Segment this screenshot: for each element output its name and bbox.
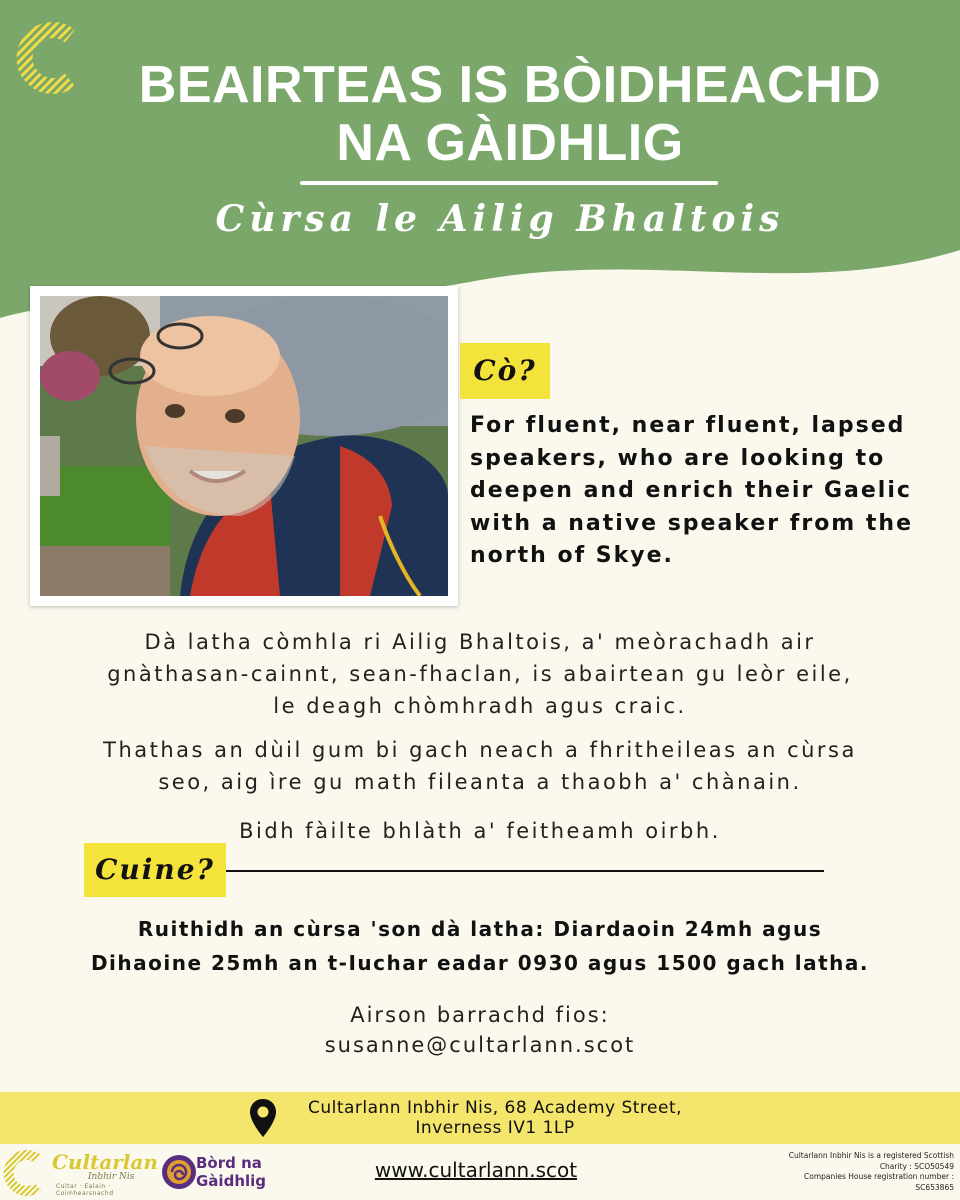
address-line: Inverness IV1 1LP [415, 1118, 575, 1138]
website-link[interactable]: www.cultarlann.scot [374, 1158, 578, 1182]
bord-line: Bòrd na [196, 1154, 262, 1172]
instructor-photo [40, 296, 448, 596]
address-line: Cultarlann Inbhir Nis, 68 Academy Street, [307, 1098, 683, 1118]
cultarlan-sub: Inbhir Nis [88, 1172, 135, 1182]
map-pin-icon [248, 1097, 278, 1139]
title-divider [300, 181, 718, 185]
legal-notice [754, 1151, 954, 1193]
bord-na-gaidhlig-logo [160, 1152, 270, 1196]
cultarlann-c-logo-icon [14, 22, 86, 94]
page-subtitle: Cùrsa le Ailig Bhaltois [215, 198, 785, 240]
cultarlan-c-icon [2, 1150, 48, 1196]
contact-email-link[interactable]: susanne@cultarlann.scot [324, 1033, 636, 1057]
welcome-text: Bidh fàilte bhlàth a' feitheamh oirbh. [239, 819, 721, 843]
bord-line: Gàidhlig [196, 1172, 267, 1190]
who-description: For fluent, near fluent, lapsed speakers, who are looking to deepen and enrich their Gaelic with a native speaker from the north of Skye. [470, 413, 913, 568]
when-tag: Cuine? [84, 843, 226, 897]
instructor-photo-frame [30, 286, 458, 606]
description-line: le deagh chòmhradh agus craic. [273, 694, 687, 718]
legal-line: Charity : SCO50549 [879, 1161, 954, 1171]
who-tag: Cò? [460, 343, 550, 399]
venue-address [280, 1098, 710, 1138]
description-line: seo, aig ìre gu math fileanta a thaobh a' chànain. [158, 770, 802, 794]
dates-line: Ruithidh an cùrsa 'son dà latha: Diardaoin 24mh agus [137, 917, 823, 941]
description-line: gnàthasan-cainnt, sean-fhaclan, is abairtean gu leòr eile, [107, 662, 853, 686]
level-expectation [40, 734, 920, 798]
contact-label: Airson barrachd fios: [350, 1003, 610, 1027]
legal-line: Cultarlann Inbhir Nis is a registered Scottish [788, 1151, 954, 1160]
cultarlan-logo [0, 1148, 160, 1198]
title-line-1: BEAIRTEAS IS BÒIDHEACHD [138, 56, 882, 114]
cultarlan-name: Cultarlan [52, 1150, 158, 1174]
description-line: Dà latha còmhla ri Ailig Bhaltois, a' meòrachadh air [144, 630, 816, 654]
legal-line: Companies House registration number : [804, 1172, 954, 1181]
page-title [100, 56, 920, 172]
bord-name [196, 1154, 266, 1190]
bord-spiral-icon [160, 1152, 198, 1192]
course-dates [20, 912, 940, 980]
title-line-2: NA GÀIDHLIG [336, 114, 684, 172]
when-divider [226, 870, 824, 872]
legal-line: SC653865 [915, 1182, 954, 1192]
dates-line: Dihaoine 25mh an t-Iuchar eadar 0930 agus 1500 gach latha. [90, 951, 870, 975]
course-description [40, 626, 920, 722]
description-line: Thathas an dùil gum bi gach neach a fhritheileas an cùrsa [103, 738, 857, 762]
cultarlan-tagline: Cultar · Ealain · Coimhearsnachd [56, 1183, 114, 1197]
contact-info [200, 1000, 760, 1060]
